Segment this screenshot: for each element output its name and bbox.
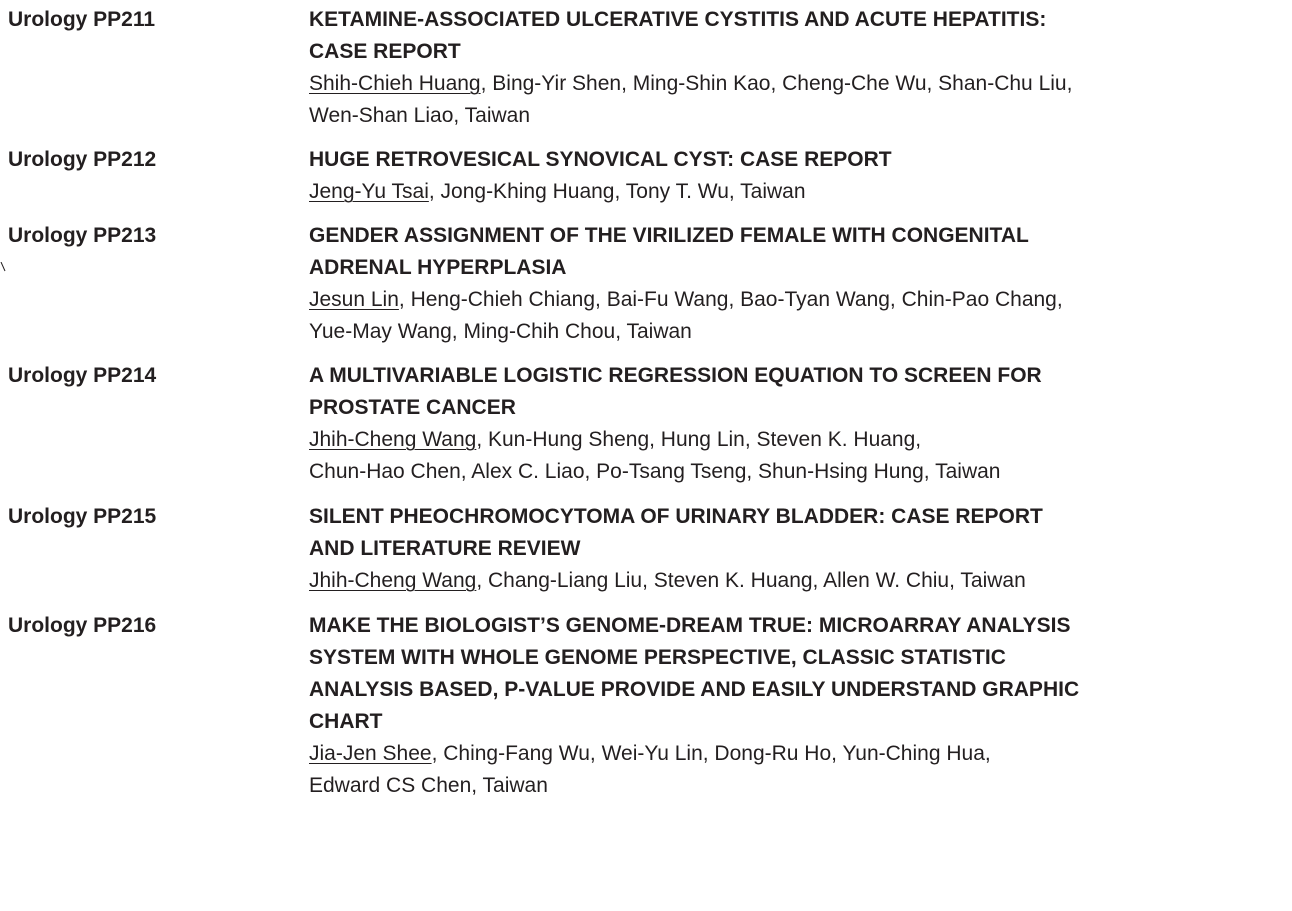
title-line: GENDER ASSIGNMENT OF THE VIRILIZED FEMALE WITH CONGENITAL	[309, 224, 1029, 247]
abstract-authors	[309, 176, 1289, 208]
abstract-title	[309, 360, 1289, 424]
abstract-body	[309, 610, 1289, 802]
author-line	[309, 284, 1289, 316]
title-line: SYSTEM WITH WHOLE GENOME PERSPECTIVE, CLASSIC STATISTIC	[309, 646, 1006, 669]
presenting-author: Jia-Jen Shee	[309, 742, 432, 765]
presenting-author: Shih-Chieh Huang	[309, 72, 481, 95]
title-line: CHART	[309, 710, 383, 733]
abstract-title	[309, 220, 1289, 284]
abstract-code: Urology PP214	[8, 364, 157, 387]
abstract-code: Urology PP215	[8, 505, 157, 528]
abstract-body	[309, 4, 1289, 132]
abstract-code: Urology PP216	[8, 614, 157, 637]
presenting-author: Jhih-Cheng Wang	[309, 569, 477, 592]
title-line: KETAMINE-ASSOCIATED ULCERATIVE CYSTITIS AND ACUTE HEPATITIS:	[309, 8, 1047, 31]
abstract-authors	[309, 68, 1289, 132]
co-authors: , Heng-Chieh Chiang, Bai-Fu Wang, Bao-Tyan Wang, Chin-Pao Chang,	[398, 288, 1063, 311]
author-line: Wen-Shan Liao, Taiwan	[309, 104, 531, 127]
abstract-authors	[309, 565, 1289, 597]
abstract-body	[309, 144, 1289, 208]
title-line: MAKE THE BIOLOGIST’S GENOME-DREAM TRUE: MICROARRAY ANALYSIS	[309, 614, 1071, 637]
title-line: AND LITERATURE REVIEW	[309, 537, 581, 560]
abstract-title	[309, 4, 1289, 68]
abstract-title	[309, 501, 1289, 565]
abstract-code: Urology PP211	[8, 8, 156, 31]
title-line: ADRENAL HYPERPLASIA	[309, 256, 567, 279]
abstract-code: Urology PP212	[8, 148, 157, 171]
title-line: PROSTATE CANCER	[309, 396, 516, 419]
presenting-author: Jesun Lin	[309, 288, 399, 311]
author-line	[309, 68, 1289, 100]
author-line: Edward CS Chen, Taiwan	[309, 774, 548, 797]
abstract-title	[309, 144, 1289, 176]
title-line: CASE REPORT	[309, 40, 461, 63]
author-line	[309, 738, 1289, 770]
abstract-body	[309, 220, 1289, 348]
title-line: ANALYSIS BASED, P-VALUE PROVIDE AND EASILY UNDERSTAND GRAPHIC	[309, 678, 1080, 701]
author-line	[309, 565, 1289, 597]
abstract-authors	[309, 424, 1289, 488]
page-edge-mark	[0, 262, 6, 272]
co-authors: , Jong-Khing Huang, Tony T. Wu, Taiwan	[428, 180, 806, 203]
co-authors: , Kun-Hung Sheng, Hung Lin, Steven K. Huang,	[476, 428, 922, 451]
author-line: Chun-Hao Chen, Alex C. Liao, Po-Tsang Tseng, Shun-Hsing Hung, Taiwan	[309, 460, 1001, 483]
author-line	[309, 176, 1289, 208]
abstract-code: Urology PP213	[8, 224, 157, 247]
co-authors: , Chang-Liang Liu, Steven K. Huang, Allen W. Chiu, Taiwan	[476, 569, 1026, 592]
author-line	[309, 424, 1289, 456]
author-line: Yue-May Wang, Ming-Chih Chou, Taiwan	[309, 320, 692, 343]
title-line: SILENT PHEOCHROMOCYTOMA OF URINARY BLADDER: CASE REPORT	[309, 505, 1043, 528]
abstract-authors	[309, 284, 1289, 348]
co-authors: , Bing-Yir Shen, Ming-Shin Kao, Cheng-Che Wu, Shan-Chu Liu,	[480, 72, 1073, 95]
abstract-authors	[309, 738, 1289, 802]
title-line: HUGE RETROVESICAL SYNOVICAL CYST: CASE REPORT	[309, 148, 892, 171]
co-authors: , Ching-Fang Wu, Wei-Yu Lin, Dong-Ru Ho, Yun-Ching Hua,	[431, 742, 991, 765]
title-line: A MULTIVARIABLE LOGISTIC REGRESSION EQUATION TO SCREEN FOR	[309, 364, 1042, 387]
abstract-body	[309, 501, 1289, 597]
presenting-author: Jeng-Yu Tsai	[309, 180, 429, 203]
presenting-author: Jhih-Cheng Wang	[309, 428, 477, 451]
abstract-body	[309, 360, 1289, 488]
abstract-title	[309, 610, 1289, 738]
